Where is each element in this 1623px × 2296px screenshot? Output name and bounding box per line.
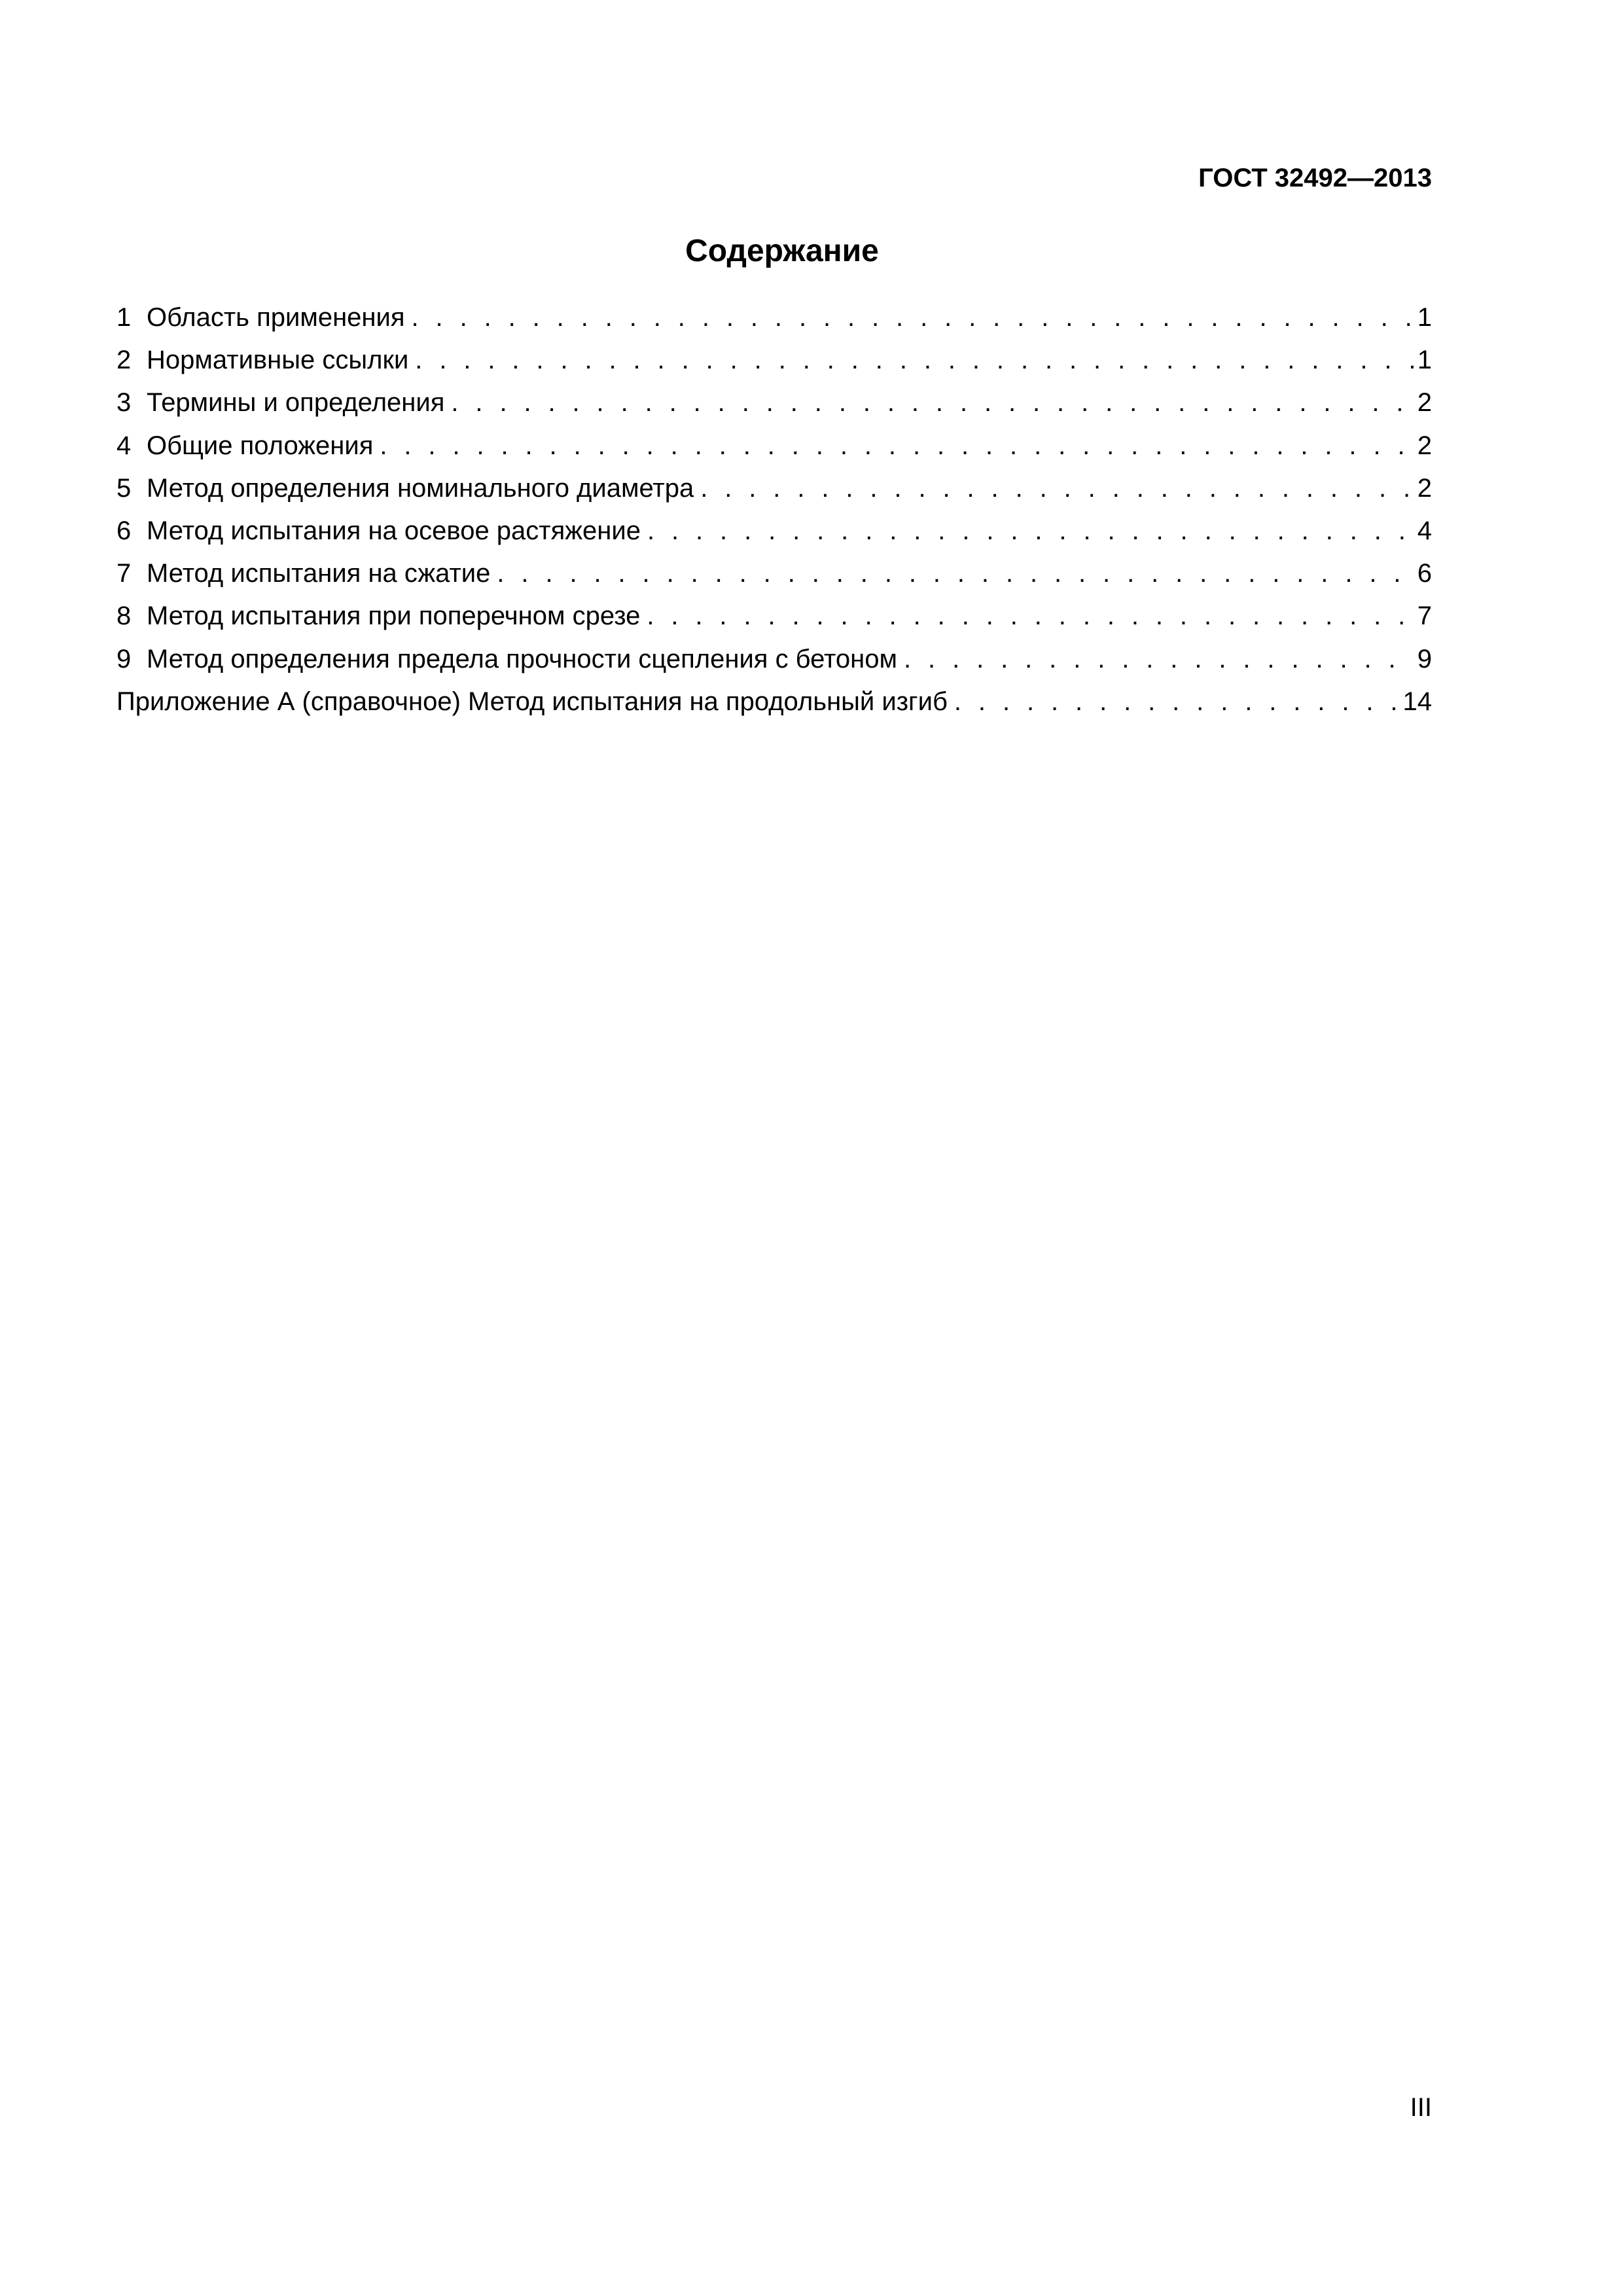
toc-item-number: 5 (116, 473, 132, 503)
toc-dot-leader (641, 515, 1415, 547)
toc-dot-leader (694, 473, 1415, 504)
toc-item[interactable] (116, 430, 1432, 473)
toc-item-page: 2 (1417, 431, 1432, 460)
page-number: III (1410, 2093, 1432, 2122)
toc-item-label: Метод испытания на осевое растяжение (147, 516, 641, 545)
toc-item-label: Общие положения (147, 431, 374, 460)
toc-item-label: Метод определения предела прочности сцепления с бетоном (147, 644, 898, 673)
toc-item-label: Метод испытания на сжатие (147, 559, 491, 588)
document-code: ГОСТ 32492—2013 (1198, 164, 1432, 192)
toc-dot-leader (948, 686, 1400, 717)
toc-item-number: 3 (116, 388, 132, 418)
toc-dot-leader (640, 600, 1414, 632)
toc-dot-leader (490, 558, 1414, 589)
toc-item-page: 7 (1417, 601, 1432, 631)
toc-item-label: Метод испытания при поперечном срезе (147, 601, 641, 631)
toc-dot-leader (405, 302, 1415, 333)
toc-item-label: Термины и определения (147, 388, 445, 418)
toc-item[interactable] (116, 558, 1432, 600)
toc-item[interactable] (116, 473, 1432, 515)
toc-item-page: 1 (1417, 303, 1432, 332)
toc-dot-leader (408, 344, 1414, 376)
toc-item-appendix[interactable] (116, 686, 1432, 728)
toc-item[interactable] (116, 643, 1432, 686)
toc-item-page: 1 (1417, 346, 1432, 375)
toc-item-number: 2 (116, 346, 132, 375)
toc-item-page: 14 (1402, 687, 1432, 716)
toc-item-label: Нормативные ссылки (147, 346, 409, 375)
toc-item[interactable] (116, 344, 1432, 387)
toc-item-number: 1 (116, 303, 132, 332)
table-of-contents (116, 302, 1432, 728)
toc-item[interactable] (116, 515, 1432, 558)
toc-item-page: 4 (1417, 516, 1432, 545)
toc-item-page: 2 (1417, 473, 1432, 503)
toc-item[interactable] (116, 600, 1432, 643)
toc-item-number: 8 (116, 601, 132, 631)
toc-dot-leader (373, 430, 1414, 461)
toc-item-number: 9 (116, 644, 132, 673)
toc-item[interactable] (116, 302, 1432, 344)
toc-item-label: Метод определения номинального диаметра (147, 473, 694, 503)
toc-item-page: 6 (1417, 559, 1432, 588)
toc-dot-leader (897, 643, 1415, 675)
toc-item[interactable] (116, 387, 1432, 429)
toc-item-number: 7 (116, 559, 132, 588)
toc-item-label: Область применения (147, 303, 405, 332)
toc-item-page: 9 (1417, 644, 1432, 673)
toc-item-label: Приложение А (справочное) Метод испытания на продольный изгиб (116, 687, 948, 716)
toc-item-number: 4 (116, 431, 132, 460)
toc-title: Содержание (685, 234, 879, 268)
toc-dot-leader (444, 387, 1414, 418)
toc-item-number: 6 (116, 516, 132, 545)
toc-item-page: 2 (1417, 388, 1432, 418)
